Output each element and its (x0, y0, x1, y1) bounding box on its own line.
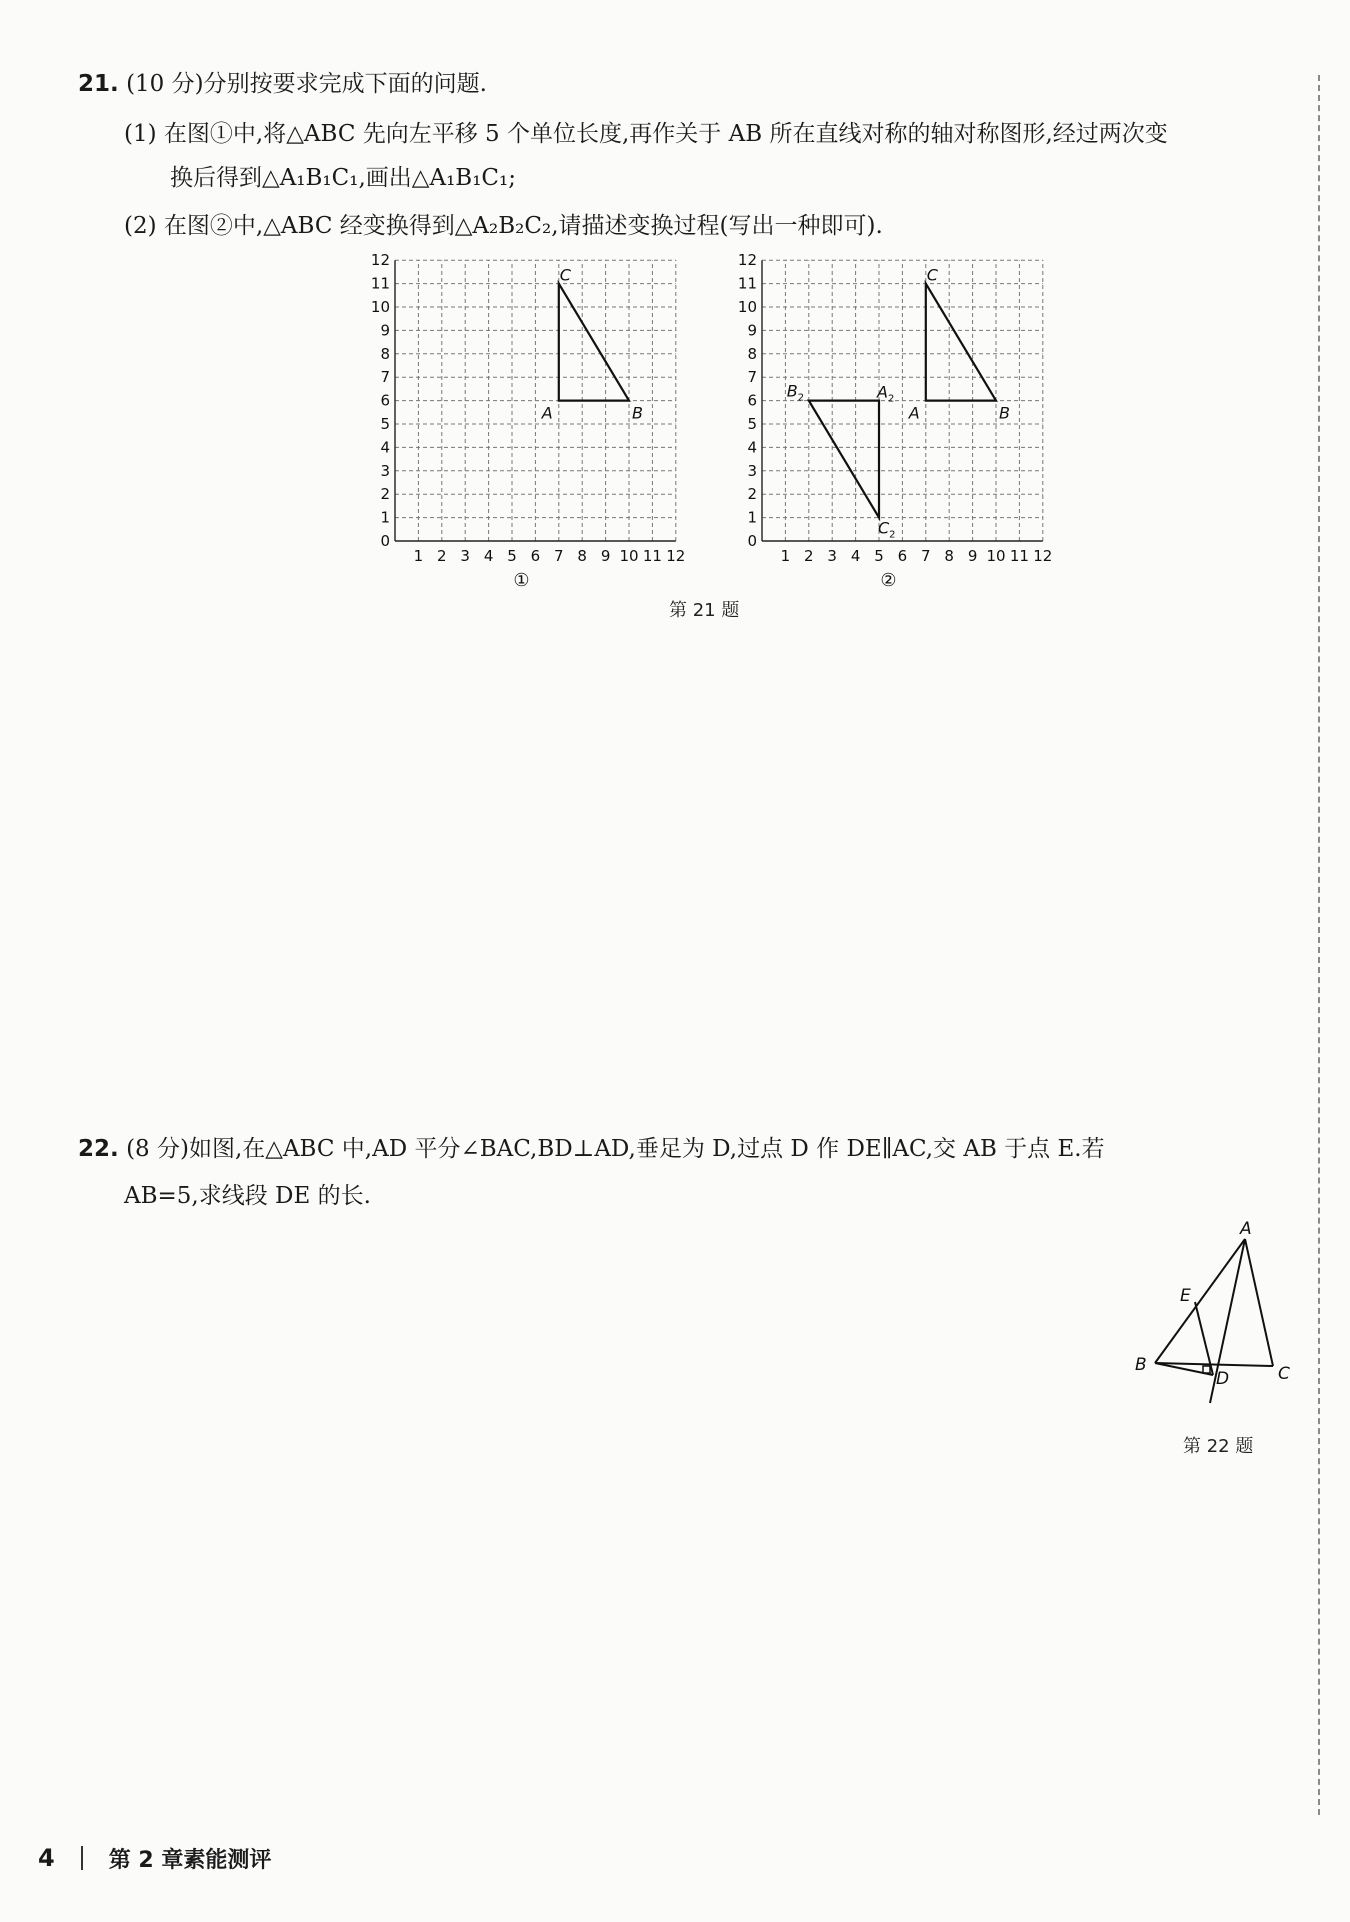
figure-1-label: ① (513, 570, 530, 591)
y-tick-label: 4 (380, 438, 390, 457)
y-tick-label: 10 (737, 298, 757, 316)
y-tick-label: 3 (747, 461, 757, 480)
y-tick-label: 6 (747, 391, 757, 410)
y-tick-label: 1 (380, 508, 390, 527)
y-tick-label: 11 (370, 274, 390, 293)
triangle-A2B2C2 (809, 401, 879, 518)
triangle (559, 284, 629, 401)
x-tick-label: 8 (944, 547, 954, 565)
footer-separator (81, 1846, 83, 1870)
vertex-label-A2: $A_2$ (877, 382, 895, 405)
point-label-E: E (1180, 1286, 1191, 1306)
subscript-2: 2 (797, 392, 805, 404)
y-tick-label: 3 (380, 461, 390, 480)
y-tick-label: 7 (380, 368, 390, 387)
y-tick-label: 6 (380, 391, 390, 410)
y-tick-label: 10 (370, 298, 390, 316)
y-tick-label: 7 (747, 368, 757, 387)
y-tick-label: 2 (380, 485, 390, 504)
point-label-A: A (1240, 1219, 1252, 1239)
q21-number: 21. (78, 71, 119, 97)
x-tick-label: 10 (986, 547, 1006, 565)
figure-1-grid (355, 251, 686, 591)
x-tick-label: 12 (1033, 547, 1053, 565)
vertex-label-C: C (559, 265, 571, 285)
y-tick-label: 8 (380, 344, 390, 363)
x-tick-label: 6 (897, 547, 908, 565)
y-tick-label: 1 (747, 508, 757, 527)
x-tick-label: 1 (413, 547, 424, 565)
y-tick-label: 5 (380, 415, 390, 433)
binding-dashed-rule (1318, 75, 1320, 1815)
x-tick-label: 1 (780, 547, 791, 565)
vertex-label-C: C (926, 265, 938, 285)
subscript-2: 2 (889, 529, 896, 541)
subscript-2: 2 (887, 393, 895, 405)
q21-caption: 第 21 题 (669, 600, 740, 621)
q21-part1-line1: (1) 在图①中,将△ABC 先向左平移 5 个单位长度,再作关于 AB 所在直线对称的轴对称图形,经过两次变 (124, 121, 1168, 147)
q21-part1-line2: 换后得到△A₁B₁C₁,画出△A₁B₁C₁; (170, 165, 516, 191)
vertex-label-C2: $C_2$ (878, 518, 896, 541)
x-tick-label: 8 (577, 547, 587, 565)
x-tick-label: 11 (1009, 547, 1029, 565)
y-tick-label: 12 (370, 251, 390, 270)
point-label-C: C (1278, 1364, 1290, 1384)
page-footer (38, 1838, 271, 1878)
y-tick-label: 0 (380, 532, 390, 550)
right-angle-mark (1203, 1366, 1210, 1373)
chapter-title: 第 2 章素能测评 (108, 1847, 272, 1873)
x-tick-label: 3 (827, 547, 837, 565)
triangle (926, 284, 996, 401)
x-tick-label: 2 (804, 547, 814, 565)
q22-line2: AB=5,求线段 DE 的长. (124, 1183, 371, 1209)
q22-caption: 第 22 题 (1183, 1436, 1254, 1457)
y-tick-label: 2 (747, 485, 757, 504)
x-tick-label: 7 (921, 547, 931, 565)
vertex-label-B2: $B_2$ (786, 381, 805, 404)
x-tick-label: 7 (554, 547, 564, 565)
vertex-label-A: A (908, 403, 920, 423)
q22-figure (1130, 1215, 1300, 1415)
figure-2-grid (722, 251, 1053, 591)
x-tick-label: 5 (507, 547, 517, 565)
page-number: 4 (38, 1844, 55, 1872)
x-tick-label: 4 (850, 547, 861, 565)
vertex-label-A: A (541, 403, 553, 423)
y-tick-label: 11 (737, 274, 757, 293)
y-tick-label: 9 (380, 321, 390, 340)
x-tick-label: 9 (600, 547, 611, 565)
point-label-D: D (1216, 1369, 1230, 1389)
y-tick-label: 0 (747, 532, 757, 550)
q21-part2: (2) 在图②中,△ABC 经变换得到△A₂B₂C₂,请描述变换过程(写出一种即可). (124, 213, 883, 239)
x-tick-label: 11 (642, 547, 662, 565)
y-tick-label: 4 (747, 438, 757, 457)
figure-2-label: ② (880, 570, 897, 591)
y-tick-label: 8 (747, 344, 757, 363)
y-tick-label: 9 (747, 321, 757, 340)
q21-header (78, 68, 487, 100)
y-tick-label: 5 (747, 415, 757, 433)
q22-number: 22. (78, 1136, 119, 1162)
point-label-B: B (1135, 1355, 1147, 1375)
q21-header-text: (10 分)分别按要求完成下面的问题. (126, 71, 487, 97)
vertex-label-B: B (632, 403, 643, 423)
x-tick-label: 10 (619, 547, 639, 565)
q22-line1 (78, 1133, 1105, 1165)
x-tick-label: 3 (460, 547, 470, 565)
vertex-label-B: B (999, 403, 1010, 423)
x-tick-label: 5 (874, 547, 884, 565)
x-tick-label: 4 (483, 547, 494, 565)
segment-AC (1245, 1239, 1273, 1366)
segment-BC (1155, 1363, 1273, 1366)
x-tick-label: 2 (437, 547, 447, 565)
x-tick-label: 6 (530, 547, 541, 565)
x-tick-label: 12 (666, 547, 686, 565)
y-tick-label: 12 (737, 251, 757, 270)
q22-line1-text: (8 分)如图,在△ABC 中,AD 平分∠BAC,BD⊥AD,垂足为 D,过点 D 作 DE∥AC,交 AB 于点 E.若 (126, 1136, 1105, 1162)
x-tick-label: 9 (967, 547, 978, 565)
